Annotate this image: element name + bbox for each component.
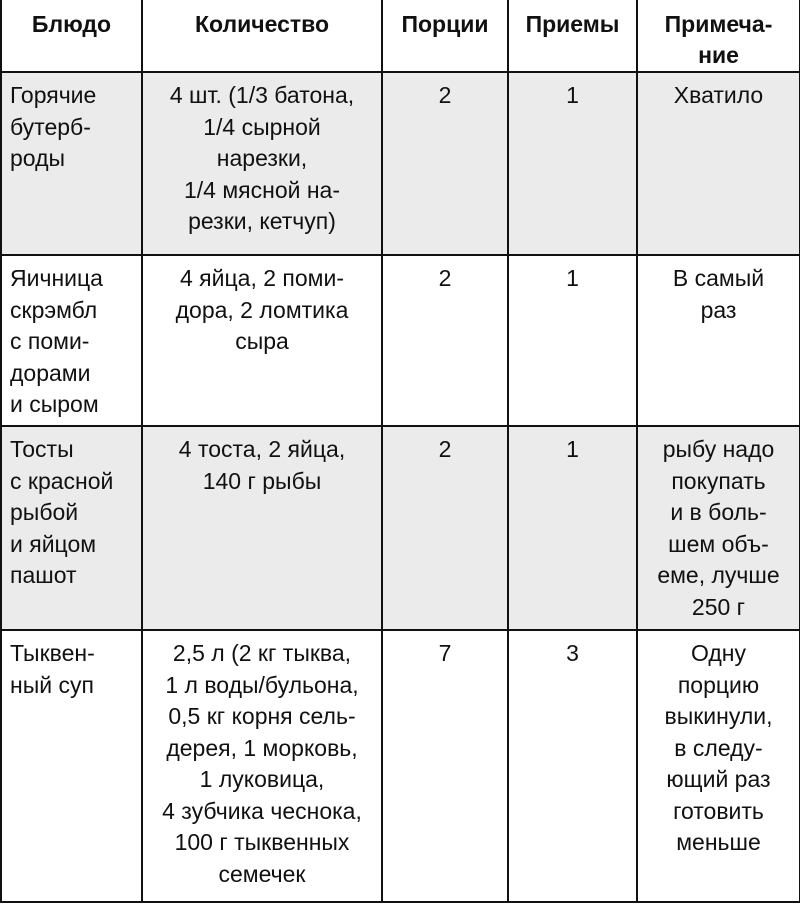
text-line: сыра (235, 328, 289, 354)
text-line: резки, кетчуп) (188, 208, 336, 234)
cell-dish (1, 72, 142, 255)
cell-meals: 1 (508, 426, 637, 630)
text-line: 4 шт. (1/3 батона, (169, 82, 355, 108)
text-line: 1/4 сырной (203, 113, 321, 140)
cell-note (637, 72, 800, 255)
text-line: 250 г (691, 593, 746, 620)
text-line: с красной (10, 467, 114, 494)
table-row (1, 72, 800, 255)
text-line: 1 л воды/бульона, (165, 671, 359, 698)
cell-meals: 1 (508, 255, 637, 426)
text-line: дерея, 1 морковь, (166, 734, 358, 761)
text-line: дорами (10, 359, 91, 386)
table-row (1, 255, 800, 426)
table-row (1, 426, 800, 630)
text-line: и яйцом (10, 530, 97, 557)
text-line: еме, лучше (657, 562, 780, 588)
cell-dish (1, 426, 142, 630)
text-line: ный суп (10, 671, 94, 698)
text-line: ющий раз (666, 766, 771, 792)
cell-note (637, 426, 800, 630)
header-quantity: Количество (142, 0, 382, 72)
text-line: 140 г рыбы (202, 467, 322, 494)
text-line: раз (700, 296, 737, 323)
text-line: выкинули, (664, 703, 773, 729)
text-line: рыбой (10, 499, 79, 525)
text-line: Тосты (10, 436, 74, 462)
text-line: в следу- (674, 734, 763, 761)
cell-portions: 2 (382, 426, 508, 630)
cell-portions: 7 (382, 630, 508, 902)
cell-quantity (142, 255, 382, 426)
header-portions: Порции (382, 0, 508, 72)
cell-portions: 2 (382, 72, 508, 255)
cell-quantity (142, 72, 382, 255)
cell-meals: 3 (508, 630, 637, 902)
text-line: 0,5 кг корня сель- (168, 703, 356, 729)
cell-dish (1, 255, 142, 426)
text-line: 1/4 мясной на- (183, 176, 340, 203)
text-line: 4 тоста, 2 яйца, (178, 436, 346, 462)
text-line: скрэмбл (10, 296, 98, 323)
text-line: Тыквен- (10, 640, 95, 666)
text-line: бутерб- (10, 113, 91, 140)
text-line: 1 луковица, (199, 766, 325, 792)
cell-note (637, 255, 800, 426)
header-note-line: Примеча- (664, 11, 773, 37)
text-line: 100 г тыквенных (174, 829, 350, 855)
text-line: дора, 2 ломтика (175, 296, 349, 323)
header-meals: Приемы (508, 0, 637, 72)
text-line: Одну (690, 640, 746, 666)
text-line: рыбу надо (662, 436, 775, 462)
text-line: порцию (677, 671, 760, 698)
cell-dish (1, 630, 142, 902)
cell-quantity (142, 426, 382, 630)
text-line: готовить (673, 797, 764, 824)
text-line: В самый (672, 265, 765, 291)
text-line: шем объ- (668, 530, 769, 557)
text-line: Горячие (10, 82, 97, 108)
header-dish: Блюдо (1, 0, 142, 72)
text-line: и сыром (10, 391, 99, 417)
table-row (1, 630, 800, 902)
text-line: пашот (10, 562, 77, 588)
text-line: меньше (676, 829, 761, 855)
text-line: 4 яйца, 2 поми- (180, 265, 344, 291)
text-line: Хватило (673, 82, 764, 108)
cell-note (637, 630, 800, 902)
cell-quantity (142, 630, 382, 902)
text-line: покупать (671, 467, 766, 494)
header-note (637, 0, 800, 72)
text-line: Яичница (10, 265, 103, 291)
cell-meals: 1 (508, 72, 637, 255)
text-line: роды (10, 145, 66, 171)
header-note-line: ние (698, 42, 739, 68)
text-line: 4 зубчика чеснока, (162, 797, 362, 824)
header-row (1, 0, 800, 72)
text-line: 2,5 л (2 кг тыква, (172, 640, 352, 666)
text-line: семечек (218, 860, 306, 887)
text-line: нарезки, (216, 145, 308, 171)
text-line: с поми- (10, 328, 90, 354)
cell-portions: 2 (382, 255, 508, 426)
text-line: и в боль- (670, 499, 767, 525)
